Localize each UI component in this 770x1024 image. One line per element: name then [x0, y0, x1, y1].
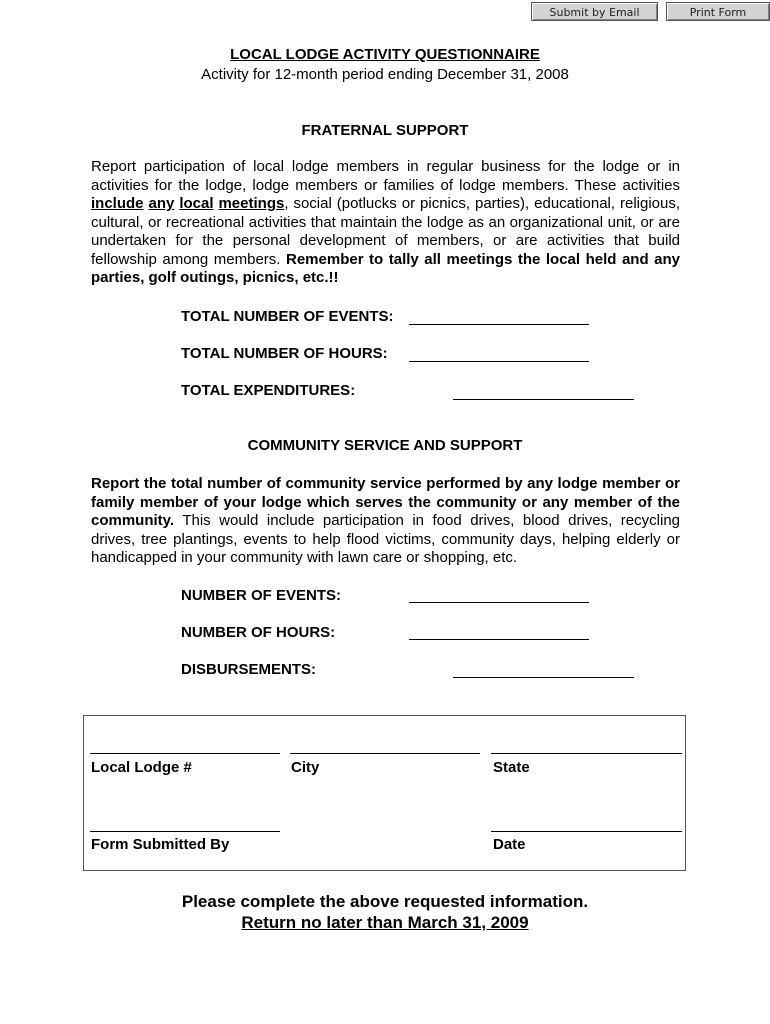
state-field[interactable] — [491, 753, 682, 754]
city-label: City — [291, 759, 320, 776]
total-hours-label: TOTAL NUMBER OF HOURS: — [181, 345, 388, 362]
local-lodge-label: Local Lodge # — [91, 759, 192, 776]
footer-deadline: Return no later than March 31, 2009 — [241, 913, 529, 932]
fraternal-support-heading: FRATERNAL SUPPORT — [301, 122, 469, 139]
print-form-button[interactable]: Print Form — [666, 2, 770, 21]
fraternal-support-paragraph: Report participation of local lodge members in regular business for the lodge or in activities for the lodge, lodge members or families of lodge members. These activities include any local meetings, social (potlucks or picnics, parties), educational, religious, cultural, or recreational activities that maintain the lodge as an organizational unit, or are undertaken for the personal development of members, or are activities that build fellowship among members. Remember to tally all meetings the local held and any parties, golf outings, picnics, etc.!! — [91, 158, 681, 286]
date-label: Date — [493, 836, 526, 853]
number-events-label: NUMBER OF EVENTS: — [181, 587, 342, 604]
footer-instruction: Please complete the above requested information. — [181, 892, 589, 911]
submit-by-email-button[interactable]: Submit by Email — [531, 2, 658, 21]
date-field[interactable] — [491, 831, 682, 832]
community-service-paragraph: Report the total number of community service performed by any lodge member or family member of your lodge which serves the community or any member of the community. This would include participation in food drives, blood drives, recycling drives, tree plantings, events to help flood victims, community days, helping elderly or handicapped in your community with lawn care or shopping, etc. — [91, 475, 680, 566]
form-submitted-by-field[interactable] — [90, 831, 280, 832]
page-subtitle: Activity for 12-month period ending December 31, 2008 — [201, 66, 569, 83]
state-label: State — [493, 759, 530, 776]
number-hours-field[interactable] — [409, 639, 589, 640]
total-hours-field[interactable] — [409, 361, 589, 362]
lodge-info-box — [83, 715, 686, 871]
number-events-field[interactable] — [409, 602, 589, 603]
disbursements-label: DISBURSEMENTS: — [181, 661, 317, 678]
form-submitted-by-label: Form Submitted By — [91, 836, 230, 853]
total-events-label: TOTAL NUMBER OF EVENTS: — [181, 308, 394, 325]
total-expenditures-field[interactable] — [453, 399, 634, 400]
page-title: LOCAL LODGE ACTIVITY QUESTIONNAIRE — [230, 46, 540, 63]
disbursements-field[interactable] — [453, 677, 634, 678]
total-expenditures-label: TOTAL EXPENDITURES: — [181, 382, 356, 399]
total-events-field[interactable] — [409, 324, 589, 325]
number-hours-label: NUMBER OF HOURS: — [181, 624, 336, 641]
community-service-heading: COMMUNITY SERVICE AND SUPPORT — [247, 437, 523, 454]
city-field[interactable] — [290, 753, 480, 754]
local-lodge-field[interactable] — [90, 753, 280, 754]
